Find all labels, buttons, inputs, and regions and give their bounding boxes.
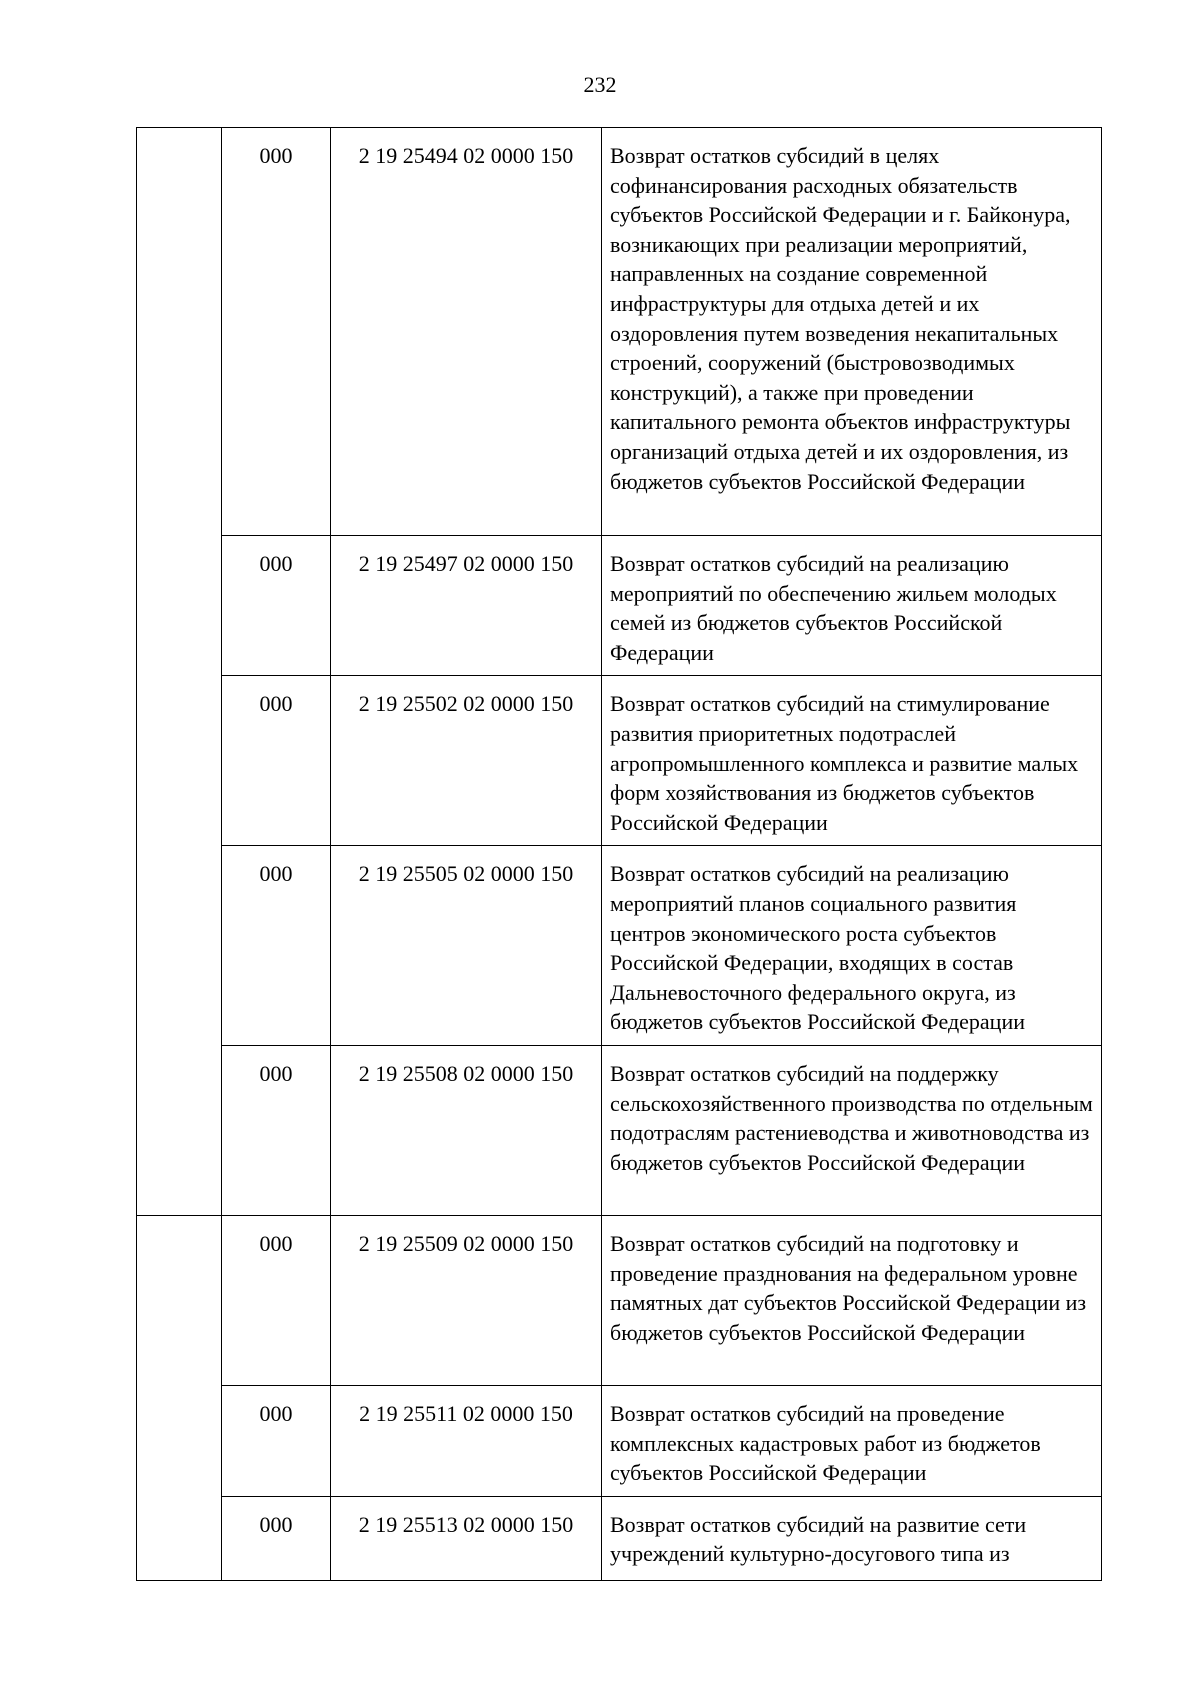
budget-code-cell: 2 19 25509 02 0000 150: [331, 1215, 602, 1385]
table-row: [137, 676, 1102, 846]
budget-code-cell: 2 19 25511 02 0000 150: [331, 1385, 602, 1496]
table-row: [137, 1215, 1102, 1385]
table-row: [137, 1385, 1102, 1496]
description-text: Возврат остатков субсидий на подготовку и проведение празднования на федеральном уровне памятных дат субъектов Российской Федерации из бюджетов субъектов Российской Федерации: [610, 1230, 1087, 1345]
empty-cell: [137, 676, 222, 846]
description-cell: [602, 1215, 1102, 1385]
table-row: [137, 128, 1102, 536]
admin-code-cell: 000: [222, 1215, 331, 1385]
description-text: Возврат остатков субсидий на развитие сети учреждений культурно-досугового типа из: [610, 1511, 1027, 1567]
budget-code-cell: 2 19 25508 02 0000 150: [331, 1045, 602, 1215]
empty-cell: [137, 1045, 222, 1215]
description-cell: [602, 1496, 1102, 1580]
description-text: Возврат остатков субсидий на реализацию мероприятий по обеспечению жильем молодых семей из бюджетов субъектов Российской Федерации: [610, 551, 1057, 665]
admin-code-cell: 000: [222, 128, 331, 536]
empty-cell: [137, 1385, 222, 1496]
budget-code-cell: 2 19 25494 02 0000 150: [331, 128, 602, 536]
description-text: Возврат остатков субсидий на проведение комплексных кадастровых работ из бюджетов субъектов Российской Федерации: [610, 1400, 1041, 1486]
admin-code-cell: 000: [222, 1496, 331, 1580]
description-text: Возврат остатков субсидий на реализацию мероприятий планов социального развития центров экономического роста субъектов Российской Федерации, входящих в состав Дальневосточного федерального округа, из бюджетов субъектов Российской Федерации: [610, 861, 1025, 1035]
table-row: [137, 536, 1102, 676]
admin-code-cell: 000: [222, 676, 331, 846]
description-cell: [602, 536, 1102, 676]
table-row: [137, 1496, 1102, 1580]
table-row: [137, 1045, 1102, 1215]
description-text: Возврат остатков субсидий на поддержку сельскохозяйственного производства по отдельным подотраслям растениеводства и животноводства из бюджетов субъектов Российской Федерации: [610, 1060, 1093, 1175]
description-cell: [602, 1385, 1102, 1496]
admin-code-cell: 000: [222, 1385, 331, 1496]
page-number: 232: [583, 72, 617, 97]
empty-cell: [137, 128, 222, 536]
description-cell: [602, 676, 1102, 846]
description-cell: [602, 1045, 1102, 1215]
admin-code-cell: 000: [222, 846, 331, 1046]
admin-code-cell: 000: [222, 1045, 331, 1215]
empty-cell: [137, 1215, 222, 1385]
budget-code-cell: 2 19 25513 02 0000 150: [331, 1496, 602, 1580]
budget-code-cell: 2 19 25505 02 0000 150: [331, 846, 602, 1046]
description-text: Возврат остатков субсидий в целях софинансирования расходных обязательств субъектов Российской Федерации и г. Байконура, возникающих при реализации мероприятий, направленных на создание современной инфраструктуры для отдыха детей и их оздоровления путем возведения некапитальных строений, сооружений (быстровозводимых конструкций), а также при проведении капитального ремонта объектов инфраструктуры организаций отдыха детей и их оздоровления, из бюджетов субъектов Российской Федерации: [610, 143, 1071, 494]
description-cell: [602, 846, 1102, 1046]
empty-cell: [137, 1496, 222, 1580]
budget-code-cell: 2 19 25497 02 0000 150: [331, 536, 602, 676]
empty-cell: [137, 846, 222, 1046]
description-text: Возврат остатков субсидий на стимулирование развития приоритетных подотраслей агропромышленного комплекса и развитие малых форм хозяйствования из бюджетов субъектов Российской Федерации: [610, 691, 1079, 835]
admin-code-cell: 000: [222, 536, 331, 676]
budget-codes-table: [136, 127, 1102, 1581]
empty-cell: [137, 536, 222, 676]
budget-code-cell: 2 19 25502 02 0000 150: [331, 676, 602, 846]
table-row: [137, 846, 1102, 1046]
description-cell: [602, 128, 1102, 536]
